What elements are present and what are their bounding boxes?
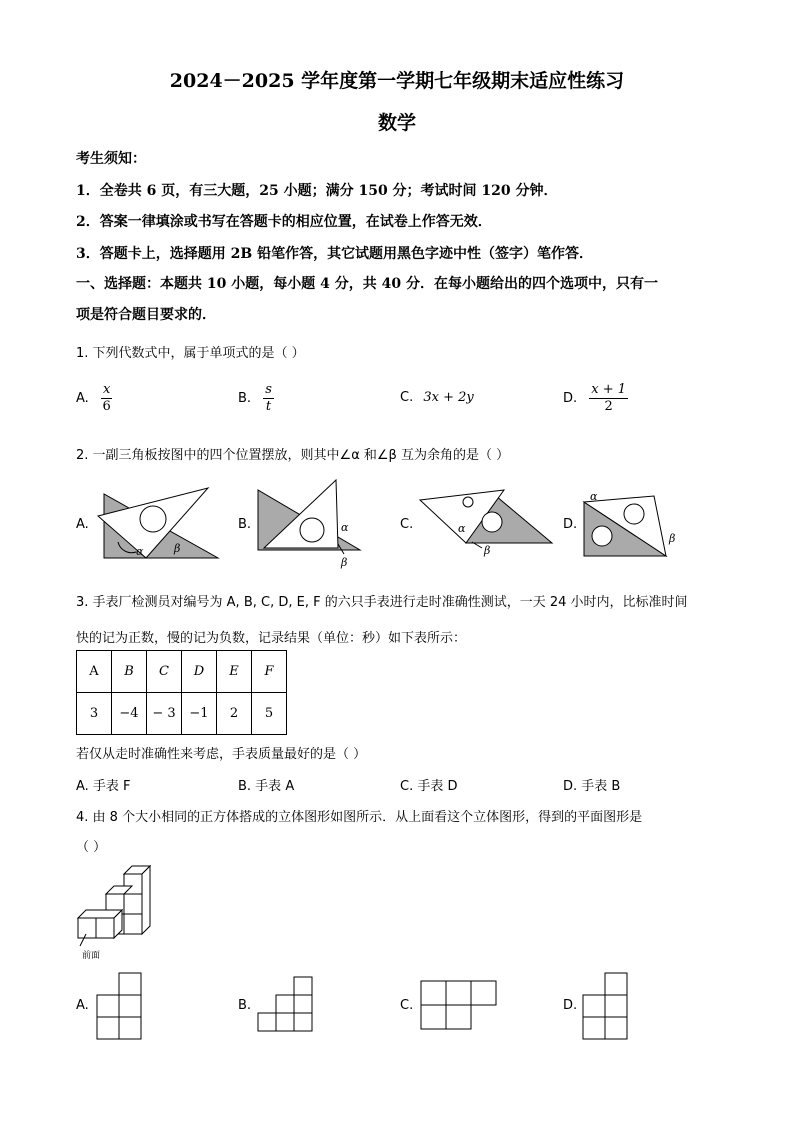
q2-option-c-label: C. (400, 517, 414, 532)
fraction-numerator: x + 1 (591, 382, 627, 397)
q3-record-table (76, 650, 287, 735)
q2-figure-b (256, 478, 366, 570)
table-cell: −4 (112, 693, 147, 735)
beta-label: β (484, 544, 491, 557)
alpha-label: α (590, 490, 598, 503)
q4-stem: 4. 由 8 个大小相同的正方体搭成的立体图形如图所示．从上面看这个立体图形，得到的平面图形是 (76, 810, 643, 825)
exam-subject: 数学 (377, 112, 416, 134)
beta-label: β (174, 542, 181, 555)
section-heading-line1: 一、选择题：本题共 10 小题，每小题 4 分，共 40 分．在每小题给出的四个选项中，只有一 (76, 276, 658, 292)
exam-title: 2024－2025 学年度第一学期七年级期末适应性练习 (169, 70, 625, 92)
q4-option-d-figure (582, 972, 632, 1042)
table-header-cell: B (112, 651, 147, 693)
q3-stem-line2: 快的记为正数，慢的记为负数，记录结果（单位：秒）如下表所示： (76, 631, 467, 646)
q2-figure-d (582, 490, 682, 566)
q1-option-b (238, 382, 274, 415)
table-header-cell: F (252, 651, 287, 693)
q2-stem: 2. 一副三角板按图中的四个位置摆放，则其中∠α 和∠β 互为余角的是（ ） (76, 448, 510, 463)
q1-option-a (76, 382, 112, 415)
notice-item-1: 1．全卷共 6 页，有三大题，25 小题；满分 150 分；考试时间 120 分钟． (76, 183, 558, 199)
q4-option-d-label: D. (563, 998, 578, 1013)
notice-heading: 考生须知： (76, 151, 146, 167)
table-row (77, 693, 287, 735)
expression: 3x + 2y (423, 390, 474, 405)
q4-solid-figure (74, 860, 164, 960)
table-header-cell: C (147, 651, 182, 693)
q4-option-c-label: C. (400, 998, 414, 1013)
q4-option-b-figure (257, 976, 323, 1032)
q3-option-c: C. 手表 D (400, 779, 458, 794)
q2-option-b-label: B. (238, 517, 252, 532)
table-cell: 3 (77, 693, 112, 735)
q2-option-d-label: D. (563, 517, 578, 532)
beta-label: β (669, 532, 676, 545)
option-label: D. (563, 391, 578, 406)
option-label: B. (238, 391, 252, 406)
option-label: A. (76, 391, 89, 406)
option-label: C. (400, 390, 414, 405)
table-cell: −1 (182, 693, 217, 735)
q3-option-a: A. 手表 F (76, 779, 131, 794)
q3-option-d: D. 手表 B (563, 779, 621, 794)
fraction-numerator: s (265, 382, 272, 397)
alpha-label: α (458, 522, 466, 535)
alpha-label: α (341, 521, 349, 534)
table-cell: 2 (217, 693, 252, 735)
alpha-label: α (136, 545, 144, 558)
q2-figure-a (96, 486, 226, 566)
q4-option-c-figure (420, 980, 500, 1030)
front-label: 前面 (82, 951, 101, 961)
beta-label: β (341, 556, 348, 569)
q1-stem: 1. 下列代数式中，属于单项式的是（ ） (76, 346, 305, 361)
section-heading-line2: 项是符合题目要求的． (76, 307, 216, 323)
table-header-row (77, 651, 287, 693)
table-header-cell: E (217, 651, 252, 693)
table-cell: − 3 (147, 693, 182, 735)
q4-option-b-label: B. (238, 998, 252, 1013)
q4-option-a-label: A. (76, 998, 89, 1013)
q3-stem-line1: 3. 手表厂检测员对编号为 A, B, C, D, E, F 的六只手表进行走时准确性测试，一天 24 小时内，比标准时间 (76, 595, 688, 610)
fraction-denominator: 2 (604, 399, 613, 414)
q2-figure-c (418, 488, 558, 560)
table-header-cell: D (182, 651, 217, 693)
q1-option-d (563, 382, 628, 415)
q4-paren: （ ） (76, 840, 107, 855)
q3-question: 若仅从走时准确性来考虑，手表质量最好的是（ ） (76, 747, 367, 762)
table-header-cell: A (77, 651, 112, 693)
q2-option-a-label: A. (76, 517, 89, 532)
fraction-denominator: t (265, 399, 272, 414)
notice-item-2: 2．答案一律填涂或书写在答题卡的相应位置，在试卷上作答无效． (76, 214, 492, 230)
q1-option-c (400, 390, 474, 405)
q3-option-b: B. 手表 A (238, 779, 295, 794)
notice-item-3: 3．答题卡上，选择题用 2B 铅笔作答，其它试题用黑色字迹中性（签字）笔作答． (76, 246, 594, 262)
q4-option-a-figure (96, 972, 146, 1042)
fraction-denominator: 6 (102, 399, 111, 414)
table-cell: 5 (252, 693, 287, 735)
fraction-numerator: x (102, 382, 111, 397)
